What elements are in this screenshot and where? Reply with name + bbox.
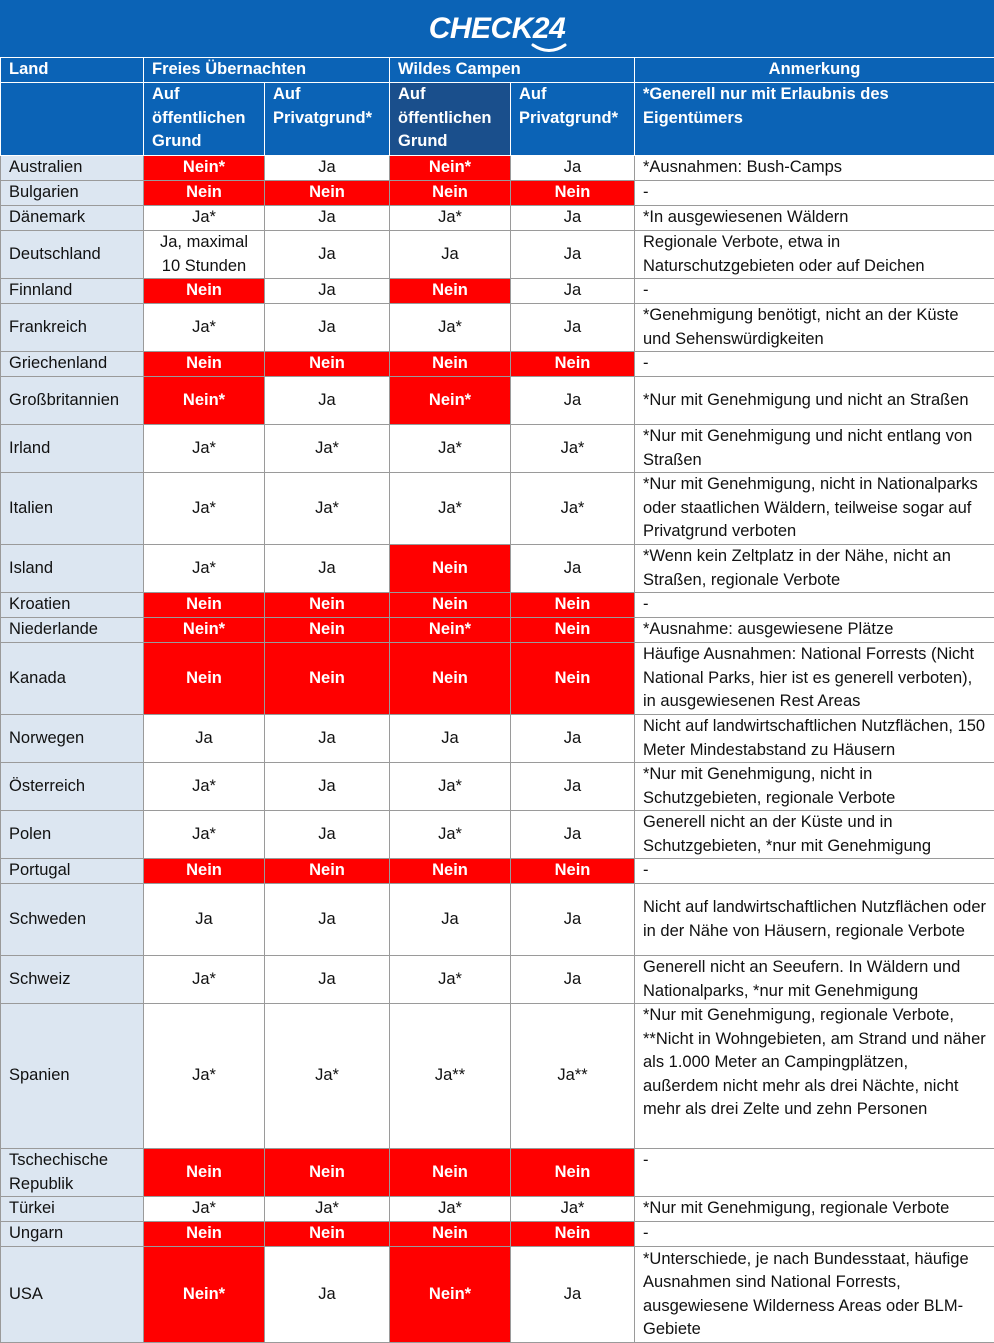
rule-cell-wild-private: Nein bbox=[511, 859, 635, 884]
rule-cell-wild-public: Nein bbox=[390, 859, 511, 884]
country-cell: Australien bbox=[1, 156, 144, 181]
rule-cell-wild-public: Ja* bbox=[390, 763, 511, 811]
rule-cell-free-private: Ja bbox=[265, 231, 390, 279]
rule-cell-wild-public: Nein* bbox=[390, 377, 511, 425]
rule-cell-free-public: Ja bbox=[144, 715, 265, 763]
rule-cell-free-public: Nein* bbox=[144, 156, 265, 181]
rule-cell-wild-private: Ja bbox=[511, 279, 635, 304]
country-cell: USA bbox=[1, 1247, 144, 1343]
rule-cell-free-public: Ja* bbox=[144, 763, 265, 811]
note-cell: *Wenn kein Zeltplatz in der Nähe, nicht an Straßen, regionale Verbote bbox=[635, 545, 994, 593]
table-row bbox=[1, 763, 994, 811]
header-free-public: Auf öffentlichen Grund bbox=[144, 83, 265, 156]
rule-cell-free-private: Ja bbox=[265, 884, 390, 956]
rule-cell-wild-public: Ja* bbox=[390, 473, 511, 545]
rule-cell-wild-public: Ja* bbox=[390, 811, 511, 859]
rule-cell-free-private: Ja* bbox=[265, 425, 390, 473]
note-cell: Nicht auf landwirtschaftlichen Nutzflächen oder in der Nähe von Häusern, regionale Verbote bbox=[635, 884, 994, 956]
rule-cell-free-public: Nein* bbox=[144, 618, 265, 643]
rule-cell-wild-public: Nein bbox=[390, 1222, 511, 1247]
country-cell: Finnland bbox=[1, 279, 144, 304]
rule-cell-free-public: Nein bbox=[144, 643, 265, 715]
country-cell: Spanien bbox=[1, 1004, 144, 1149]
rule-cell-wild-public: Ja* bbox=[390, 425, 511, 473]
table-row bbox=[1, 304, 994, 352]
rule-cell-free-public: Ja* bbox=[144, 206, 265, 231]
rule-cell-free-public: Ja bbox=[144, 884, 265, 956]
header-free-private: Auf Privatgrund* bbox=[265, 83, 390, 156]
note-cell: *Nur mit Genehmigung, nicht in Schutzgebieten, regionale Verbote bbox=[635, 763, 994, 811]
rule-cell-wild-public: Ja bbox=[390, 231, 511, 279]
table-row bbox=[1, 1149, 994, 1197]
table-row bbox=[1, 1197, 994, 1222]
country-cell: Türkei bbox=[1, 1197, 144, 1222]
rule-cell-free-private: Ja bbox=[265, 811, 390, 859]
table-row bbox=[1, 473, 994, 545]
note-cell: *Genehmigung benötigt, nicht an der Küste und Sehenswürdigkeiten bbox=[635, 304, 994, 352]
table-row bbox=[1, 156, 994, 181]
logo-text: CHECK24 bbox=[429, 12, 566, 45]
brand-banner bbox=[0, 0, 994, 57]
rule-cell-wild-private: Ja bbox=[511, 763, 635, 811]
rule-cell-free-public: Ja* bbox=[144, 1004, 265, 1149]
rule-cell-free-private: Ja bbox=[265, 763, 390, 811]
table-row bbox=[1, 545, 994, 593]
note-cell: *Ausnahme: ausgewiesene Plätze bbox=[635, 618, 994, 643]
rule-cell-wild-private: Ja bbox=[511, 715, 635, 763]
rule-cell-wild-public: Nein bbox=[390, 545, 511, 593]
note-cell: - bbox=[635, 593, 994, 618]
table-row bbox=[1, 181, 994, 206]
rule-cell-wild-public: Nein bbox=[390, 1149, 511, 1197]
header-note: Anmerkung bbox=[635, 58, 994, 83]
note-cell: - bbox=[635, 859, 994, 884]
country-cell: Italien bbox=[1, 473, 144, 545]
country-cell: Österreich bbox=[1, 763, 144, 811]
header-wild-private: Auf Privatgrund* bbox=[511, 83, 635, 156]
header-country: Land bbox=[1, 58, 144, 83]
rule-cell-wild-public: Nein bbox=[390, 643, 511, 715]
note-cell: *In ausgewiesenen Wäldern bbox=[635, 206, 994, 231]
note-cell: *Nur mit Genehmigung, nicht in Nationalparks oder staatlichen Wäldern, teilweise sogar auf Privatgrund verboten bbox=[635, 473, 994, 545]
table-row bbox=[1, 643, 994, 715]
rule-cell-wild-public: Ja* bbox=[390, 206, 511, 231]
table-body bbox=[1, 156, 994, 1343]
rule-cell-free-private: Ja bbox=[265, 545, 390, 593]
check24-logo[interactable] bbox=[429, 12, 566, 46]
rule-cell-free-private: Ja* bbox=[265, 473, 390, 545]
rule-cell-free-public: Ja* bbox=[144, 304, 265, 352]
rule-cell-free-public: Ja* bbox=[144, 811, 265, 859]
rule-cell-wild-public: Ja bbox=[390, 884, 511, 956]
rule-cell-wild-public: Nein bbox=[390, 279, 511, 304]
note-cell: Generell nicht an der Küste und in Schutzgebieten, *nur mit Genehmigung bbox=[635, 811, 994, 859]
note-cell: Regionale Verbote, etwa in Naturschutzgebieten oder auf Deichen bbox=[635, 231, 994, 279]
rule-cell-free-private: Nein bbox=[265, 593, 390, 618]
rule-cell-wild-public: Nein bbox=[390, 181, 511, 206]
country-cell: Irland bbox=[1, 425, 144, 473]
country-cell: Kroatien bbox=[1, 593, 144, 618]
rule-cell-free-private: Ja* bbox=[265, 1197, 390, 1222]
country-cell: Großbritannien bbox=[1, 377, 144, 425]
table-row bbox=[1, 884, 994, 956]
rule-cell-free-private: Nein bbox=[265, 859, 390, 884]
rule-cell-free-public: Nein bbox=[144, 279, 265, 304]
note-cell: *Nur mit Genehmigung und nicht an Straßen bbox=[635, 377, 994, 425]
country-cell: Ungarn bbox=[1, 1222, 144, 1247]
logo-swoosh-icon bbox=[531, 42, 567, 54]
table-row bbox=[1, 1247, 994, 1343]
rule-cell-wild-private: Nein bbox=[511, 1222, 635, 1247]
table-row bbox=[1, 1222, 994, 1247]
rule-cell-free-public: Nein bbox=[144, 1222, 265, 1247]
note-cell: *Unterschiede, je nach Bundesstaat, häufige Ausnahmen sind National Forrests, ausgewiesene Wilderness Areas oder BLM-Gebiete bbox=[635, 1247, 994, 1343]
rule-cell-free-private: Ja bbox=[265, 304, 390, 352]
rule-cell-wild-private: Ja bbox=[511, 1247, 635, 1343]
rule-cell-wild-private: Nein bbox=[511, 593, 635, 618]
rule-cell-free-public: Nein bbox=[144, 1149, 265, 1197]
rule-cell-free-public: Nein bbox=[144, 181, 265, 206]
header-wild-public: Auf öffentlichen Grund bbox=[390, 83, 511, 156]
country-cell: Island bbox=[1, 545, 144, 593]
note-cell: Häufige Ausnahmen: National Forrests (Nicht National Parks, hier ist es generell verboten), in ausgewiesenen Rest Areas bbox=[635, 643, 994, 715]
note-cell: *Nur mit Genehmigung, regionale Verbote, **Nicht in Wohngebieten, am Strand und näher als 1.000 Meter an Campingplätzen, außerdem nicht mehr als drei Nächte, nicht mehr als drei Zelte und zehn Personen bbox=[635, 1004, 994, 1149]
table-row bbox=[1, 377, 994, 425]
rule-cell-wild-private: Ja** bbox=[511, 1004, 635, 1149]
rule-cell-wild-public: Ja* bbox=[390, 956, 511, 1004]
rule-cell-free-public: Ja, maximal 10 Stunden bbox=[144, 231, 265, 279]
table-row bbox=[1, 618, 994, 643]
rule-cell-free-public: Ja* bbox=[144, 425, 265, 473]
table-row bbox=[1, 715, 994, 763]
rule-cell-free-public: Ja* bbox=[144, 545, 265, 593]
rule-cell-wild-public: Ja* bbox=[390, 1197, 511, 1222]
rule-cell-free-private: Ja bbox=[265, 206, 390, 231]
rule-cell-wild-private: Ja* bbox=[511, 473, 635, 545]
rule-cell-wild-public: Ja** bbox=[390, 1004, 511, 1149]
rule-cell-wild-private: Ja bbox=[511, 956, 635, 1004]
header-country-blank bbox=[1, 83, 144, 156]
country-cell: Frankreich bbox=[1, 304, 144, 352]
country-cell: Tschechische Republik bbox=[1, 1149, 144, 1197]
note-cell: *Ausnahmen: Bush-Camps bbox=[635, 156, 994, 181]
header-free-overnight: Freies Übernachten bbox=[144, 58, 390, 83]
header-note-sub: *Generell nur mit Erlaubnis des Eigentümers bbox=[635, 83, 994, 156]
note-cell: - bbox=[635, 181, 994, 206]
note-cell: Nicht auf landwirtschaftlichen Nutzflächen, 150 Meter Mindestabstand zu Häusern bbox=[635, 715, 994, 763]
rule-cell-wild-private: Ja bbox=[511, 156, 635, 181]
note-cell: *Nur mit Genehmigung, regionale Verbote bbox=[635, 1197, 994, 1222]
rule-cell-free-public: Nein bbox=[144, 352, 265, 377]
table-row bbox=[1, 279, 994, 304]
table-row bbox=[1, 1004, 994, 1149]
camping-rules-table bbox=[0, 57, 994, 1343]
note-cell: - bbox=[635, 352, 994, 377]
rule-cell-free-private: Ja bbox=[265, 377, 390, 425]
rule-cell-free-private: Ja bbox=[265, 715, 390, 763]
rule-cell-wild-public: Ja* bbox=[390, 304, 511, 352]
table-row bbox=[1, 811, 994, 859]
country-cell: Deutschland bbox=[1, 231, 144, 279]
rule-cell-free-public: Ja* bbox=[144, 1197, 265, 1222]
table-row bbox=[1, 231, 994, 279]
note-cell: - bbox=[635, 279, 994, 304]
rule-cell-wild-private: Ja bbox=[511, 811, 635, 859]
rule-cell-free-private: Nein bbox=[265, 618, 390, 643]
country-cell: Griechenland bbox=[1, 352, 144, 377]
rule-cell-free-public: Ja* bbox=[144, 473, 265, 545]
country-cell: Portugal bbox=[1, 859, 144, 884]
rule-cell-free-public: Ja* bbox=[144, 956, 265, 1004]
rule-cell-wild-private: Nein bbox=[511, 352, 635, 377]
table-row bbox=[1, 956, 994, 1004]
rule-cell-wild-private: Ja bbox=[511, 231, 635, 279]
rule-cell-free-private: Ja* bbox=[265, 1004, 390, 1149]
country-cell: Dänemark bbox=[1, 206, 144, 231]
rule-cell-wild-private: Ja* bbox=[511, 1197, 635, 1222]
rule-cell-wild-public: Nein* bbox=[390, 1247, 511, 1343]
rule-cell-free-private: Ja bbox=[265, 279, 390, 304]
country-cell: Bulgarien bbox=[1, 181, 144, 206]
country-cell: Schweiz bbox=[1, 956, 144, 1004]
rule-cell-wild-public: Nein bbox=[390, 352, 511, 377]
rule-cell-free-public: Nein* bbox=[144, 1247, 265, 1343]
country-cell: Kanada bbox=[1, 643, 144, 715]
rule-cell-wild-private: Ja bbox=[511, 304, 635, 352]
rule-cell-free-private: Ja bbox=[265, 1247, 390, 1343]
rule-cell-wild-public: Nein* bbox=[390, 156, 511, 181]
rule-cell-free-private: Nein bbox=[265, 643, 390, 715]
rule-cell-free-public: Nein bbox=[144, 593, 265, 618]
rule-cell-wild-private: Nein bbox=[511, 181, 635, 206]
country-cell: Polen bbox=[1, 811, 144, 859]
country-cell: Norwegen bbox=[1, 715, 144, 763]
rule-cell-wild-public: Nein* bbox=[390, 618, 511, 643]
rule-cell-wild-private: Nein bbox=[511, 618, 635, 643]
country-cell: Niederlande bbox=[1, 618, 144, 643]
rule-cell-free-private: Ja bbox=[265, 156, 390, 181]
rule-cell-free-private: Ja bbox=[265, 956, 390, 1004]
header-wild-camping: Wildes Campen bbox=[390, 58, 635, 83]
country-cell: Schweden bbox=[1, 884, 144, 956]
rule-cell-free-private: Nein bbox=[265, 1149, 390, 1197]
note-cell: - bbox=[635, 1222, 994, 1247]
table-row bbox=[1, 593, 994, 618]
rule-cell-wild-public: Ja bbox=[390, 715, 511, 763]
rule-cell-free-private: Nein bbox=[265, 1222, 390, 1247]
note-cell: Generell nicht an Seeufern. In Wäldern und Nationalparks, *nur mit Genehmigung bbox=[635, 956, 994, 1004]
rule-cell-wild-private: Ja bbox=[511, 884, 635, 956]
table-row bbox=[1, 352, 994, 377]
rule-cell-wild-private: Ja* bbox=[511, 425, 635, 473]
rule-cell-wild-private: Ja bbox=[511, 545, 635, 593]
table-row bbox=[1, 206, 994, 231]
rule-cell-free-public: Nein* bbox=[144, 377, 265, 425]
rule-cell-free-public: Nein bbox=[144, 859, 265, 884]
rule-cell-wild-private: Ja bbox=[511, 206, 635, 231]
rule-cell-wild-private: Ja bbox=[511, 377, 635, 425]
note-cell: *Nur mit Genehmigung und nicht entlang von Straßen bbox=[635, 425, 994, 473]
rule-cell-free-private: Nein bbox=[265, 352, 390, 377]
rule-cell-free-private: Nein bbox=[265, 181, 390, 206]
rule-cell-wild-private: Nein bbox=[511, 643, 635, 715]
table-row bbox=[1, 425, 994, 473]
table-row bbox=[1, 859, 994, 884]
rule-cell-wild-public: Nein bbox=[390, 593, 511, 618]
rule-cell-wild-private: Nein bbox=[511, 1149, 635, 1197]
note-cell: - bbox=[635, 1149, 994, 1197]
